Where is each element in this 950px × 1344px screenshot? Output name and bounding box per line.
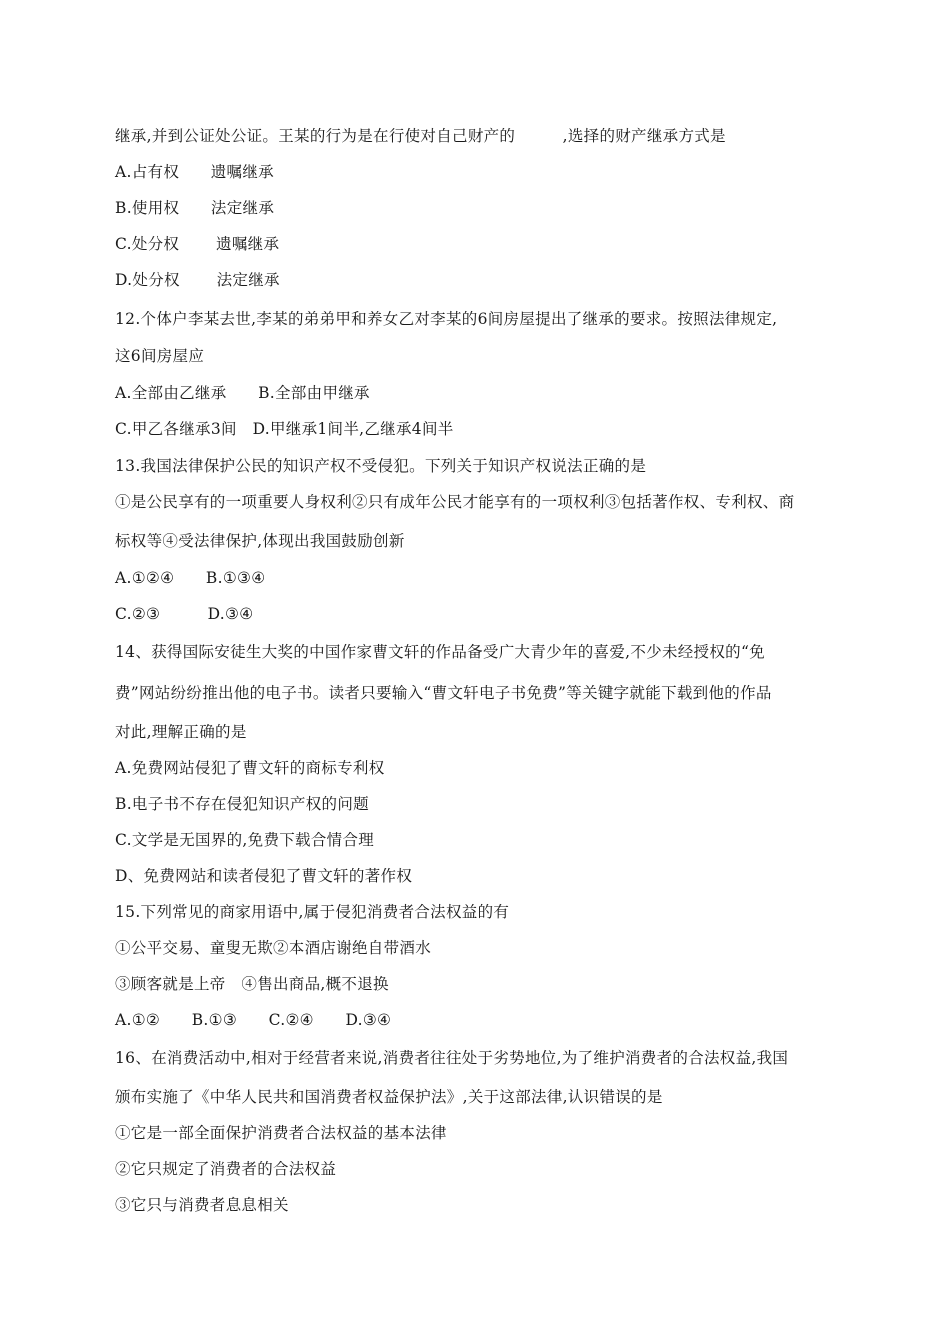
q14-stem-line3: 对此,理解正确的是: [115, 723, 247, 741]
q11-option-b: B.使用权 法定继承: [115, 199, 275, 217]
q12-options-ab: A.全部由乙继承 B.全部由甲继承: [115, 384, 370, 402]
q14-stem-line1: 14、获得国际安徒生大奖的中国作家曹文轩的作品备受广大青少年的喜爱,不少未经授权的“免: [115, 643, 765, 661]
q13-options-ab: A.①②④ B.①③④: [115, 569, 266, 587]
q13-options-cd: C.②③ D.③④: [115, 605, 254, 623]
q12-stem-line1: 12.个体户李某去世,李某的弟弟甲和养女乙对李某的6间房屋提出了继承的要求。按照法律规定,: [115, 310, 778, 328]
q11-stem-continued: 继承,并到公证处公证。王某的行为是在行使对自己财产的 ,选择的财产继承方式是: [115, 127, 726, 145]
q14-option-c: C.文学是无国界的,免费下载合情合理: [115, 831, 375, 849]
q12-options-cd: C.甲乙各继承3间 D.甲继承1间半,乙继承4间半: [115, 420, 454, 438]
q15-options: A.①② B.①③ C.②④ D.③④: [115, 1011, 392, 1029]
q11-option-c: C.处分权 遗嘱继承: [115, 235, 280, 253]
q15-statements-line1: ①公平交易、童叟无欺②本酒店谢绝自带酒水: [115, 939, 432, 957]
q14-option-b: B.电子书不存在侵犯知识产权的问题: [115, 795, 369, 813]
q11-option-a: A.占有权 遗嘱继承: [115, 163, 274, 181]
q13-statements-line1: ①是公民享有的一项重要人身权利②只有成年公民才能享有的一项权利③包括著作权、专利权、商: [115, 493, 795, 511]
q13-statements-line2: 标权等④受法律保护,体现出我国鼓励创新: [115, 532, 405, 550]
q15-statements-line2: ③顾客就是上帝 ④售出商品,概不退换: [115, 975, 389, 993]
q14-option-d: D、免费网站和读者侵犯了曹文轩的著作权: [115, 867, 413, 885]
q13-stem: 13.我国法律保护公民的知识产权不受侵犯。下列关于知识产权说法正确的是: [115, 457, 647, 475]
q16-statement-3: ③它只与消费者息息相关: [115, 1196, 289, 1214]
q15-stem: 15.下列常见的商家用语中,属于侵犯消费者合法权益的有: [115, 903, 510, 921]
q11-option-d: D.处分权 法定继承: [115, 271, 280, 289]
q14-option-a: A.免费网站侵犯了曹文轩的商标专利权: [115, 759, 385, 777]
q14-stem-line2: 费”网站纷纷推出他的电子书。读者只要输入“曹文轩电子书免费”等关键字就能下载到他的作品: [115, 684, 772, 702]
q16-stem-line1: 16、在消费活动中,相对于经营者来说,消费者往往处于劣势地位,为了维护消费者的合法权益,我国: [115, 1049, 789, 1067]
q16-statement-1: ①它是一部全面保护消费者合法权益的基本法律: [115, 1124, 447, 1142]
q16-statement-2: ②它只规定了消费者的合法权益: [115, 1160, 337, 1178]
q16-stem-line2: 颁布实施了《中华人民共和国消费者权益保护法》,关于这部法律,认识错误的是: [115, 1088, 663, 1106]
q12-stem-line2: 这6间房屋应: [115, 347, 205, 365]
